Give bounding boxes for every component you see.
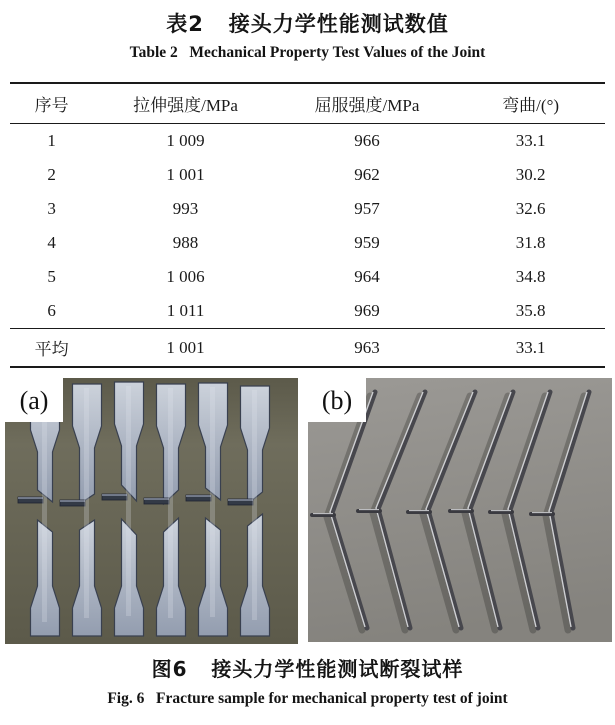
photo-b-label: (b) [321,386,353,415]
table-cell: 959 [354,233,380,252]
table-cell: 964 [354,267,380,286]
column-header: 弯曲/(°) [456,83,605,124]
table-cell: 993 [172,199,199,218]
photo-b-bend-test-specimens [308,378,612,642]
table-cell: 988 [172,233,199,252]
table-cell: 1 006 [166,267,205,286]
table-cell: 30.2 [515,165,546,184]
table-cell: 1 001 [93,329,277,368]
table-body [10,124,605,368]
photo-a-tensile-fracture-specimens [5,378,298,644]
table-cell: 5 [47,267,56,286]
table-cell: 平均 [10,329,93,368]
table-row [10,158,605,192]
table-cell: 33.1 [456,329,605,368]
table-cell: 963 [278,329,457,368]
table-cell: 3 [47,199,56,218]
table-cell: 1 011 [166,301,205,320]
table-cell: 1 [47,131,56,150]
table-cell: 962 [354,165,380,184]
table-row [10,294,605,329]
table-cell: 31.8 [515,233,546,252]
photo-a-label: (a) [19,386,49,415]
table-row [10,192,605,226]
figure-caption-english: Fig. 6 Fracture sample for mechanical property test of joint [107,690,508,707]
table-header-row [10,83,605,124]
table-cell: 6 [47,301,56,320]
column-header: 序号 [10,83,93,124]
table-cell: 969 [354,301,380,320]
table-cell: 2 [47,165,56,184]
column-header: 屈服强度/MPa [278,83,457,124]
table-title-chinese: 表2 接头力学性能测试数值 [166,12,449,36]
table-cell: 1 009 [166,131,205,150]
table-cell: 1 001 [166,165,205,184]
table-cell: 957 [354,199,380,218]
table-cell: 4 [47,233,56,252]
figure-caption-chinese: 图6 接头力学性能测试断裂试样 [151,657,464,681]
table-row [10,226,605,260]
mechanical-property-table [10,82,605,368]
table-cell: 33.1 [515,131,546,150]
table-cell: 34.8 [515,267,546,286]
table-cell: 32.6 [515,199,546,218]
table-title-english: Table 2 Mechanical Property Test Values of the Joint [129,44,486,61]
table-row [10,329,605,368]
column-header: 拉伸强度/MPa [93,83,277,124]
table-row [10,260,605,294]
table-cell: 966 [354,131,380,150]
table-header-row [10,83,605,124]
table-row [10,124,605,159]
table-cell: 35.8 [515,301,546,320]
